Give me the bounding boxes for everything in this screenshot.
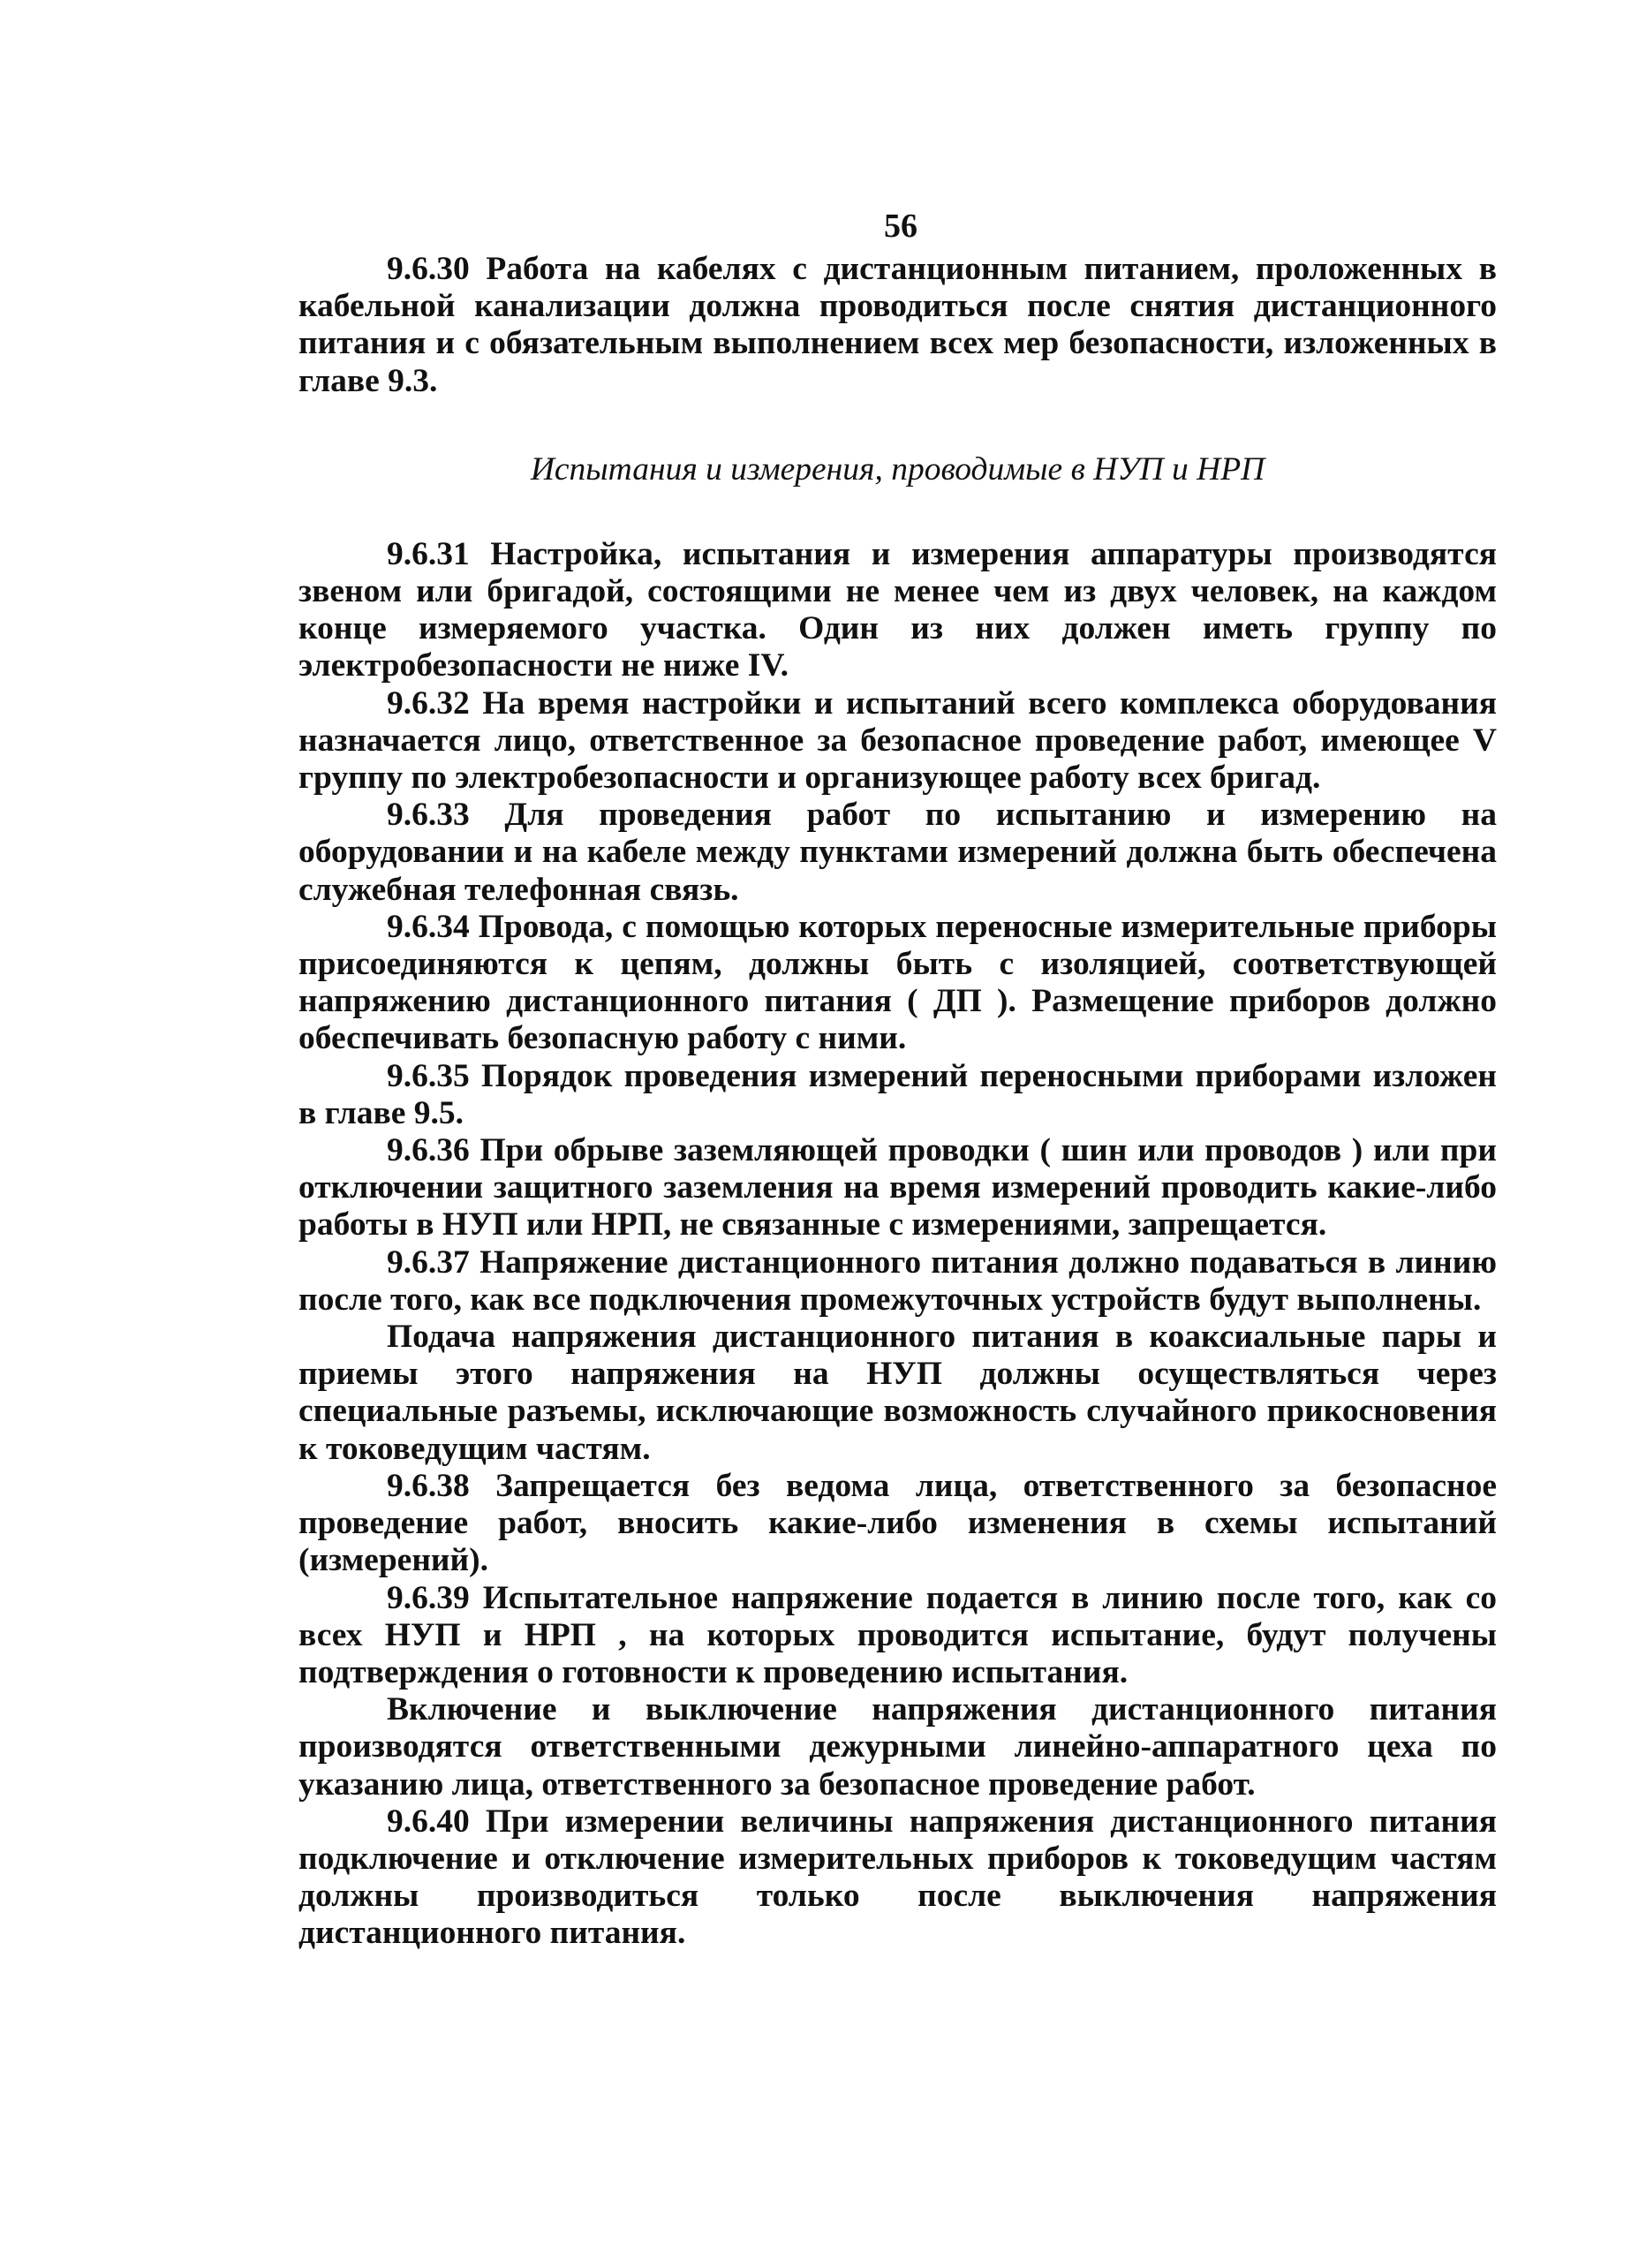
section-heading: Испытания и измерения, проводимые в НУП и НРП (530, 450, 1265, 488)
paragraph-9-6-40: 9.6.40 При измерении величины напряжения дистанционного питания подключение и отключение измерительных приборов к токоведущим частям должны производиться только после выключения напряжения дистанционного питания. (298, 1803, 1497, 1952)
paragraph-9-6-35: 9.6.35 Порядок проведения измерений переносными приборами изложен в главе 9.5. (298, 1057, 1497, 1131)
paragraph-9-6-36: 9.6.36 При обрыве заземляющей проводки ( шин или проводов ) или при отключении защитного заземления на время измерений проводить какие-либо работы в НУП или НРП, не связанные с измерениями, запрещается. (298, 1132, 1497, 1244)
paragraph-9-6-33: 9.6.33 Для проведения работ по испытанию и измерению на оборудовании и на кабеле между пунктами измерений должна быть обеспечена служебная телефонная связь. (298, 797, 1497, 908)
paragraph-9-6-38: 9.6.38 Запрещается без ведома лица, ответственного за безопасное проведение работ, вносить какие-либо изменения в схемы испытаний (измерений). (298, 1467, 1497, 1579)
paragraph-9-6-32: 9.6.32 На время настройки и испытаний всего комплекса оборудования назначается лицо, ответственное за безопасное проведение работ, имеющее V группу по электробезопасности и организующее работу всех бригад. (298, 684, 1497, 797)
paragraph-9-6-37-cont: Подача напряжения дистанционного питания в коаксиальные пары и приемы этого напряжения на НУП должны осуществляться через специальные разъемы, исключающие возможность случайного прикосновения к токоведущим частям. (298, 1319, 1497, 1467)
page-number: 56 (884, 208, 917, 245)
paragraph-9-6-30: 9.6.30 Работа на кабелях с дистанционным питанием, проложенных в кабельной канализации должна проводиться после снятия дистанционного питания и с обязательным выполнением всех мер безопасности, изложенных в главе 9.3. (298, 251, 1497, 399)
paragraph-9-6-39-cont: Включение и выключение напряжения дистанционного питания производятся ответственными дежурными линейно-аппаратного цеха по указанию лица, ответственного за безопасное проведение работ. (298, 1691, 1497, 1803)
document-body (298, 251, 1497, 1953)
paragraph-9-6-34: 9.6.34 Провода, с помощью которых переносные измерительные приборы присоединяются к цепям, должны быть с изоляцией, соответствующей напряжению дистанционного питания ( ДП ). Размещение приборов должно обеспечивать безопасную работу с ними. (298, 908, 1497, 1057)
paragraph-9-6-37: 9.6.37 Напряжение дистанционного питания должно подаваться в линию после того, как все подключения промежуточных устройств будут выполнены. (298, 1244, 1497, 1318)
paragraph-9-6-31: 9.6.31 Настройка, испытания и измерения аппаратуры производятся звеном или бригадой, состоящими не менее чем из двух человек, на каждом конце измеряемого участка. Один из них должен иметь группу по электробезопасности не ниже IV. (298, 535, 1497, 684)
paragraph-9-6-39: 9.6.39 Испытательное напряжение подается в линию после того, как со всех НУП и НРП , на которых проводится испытание, будут получены подтверждения о готовности к проведению испытания. (298, 1579, 1497, 1690)
